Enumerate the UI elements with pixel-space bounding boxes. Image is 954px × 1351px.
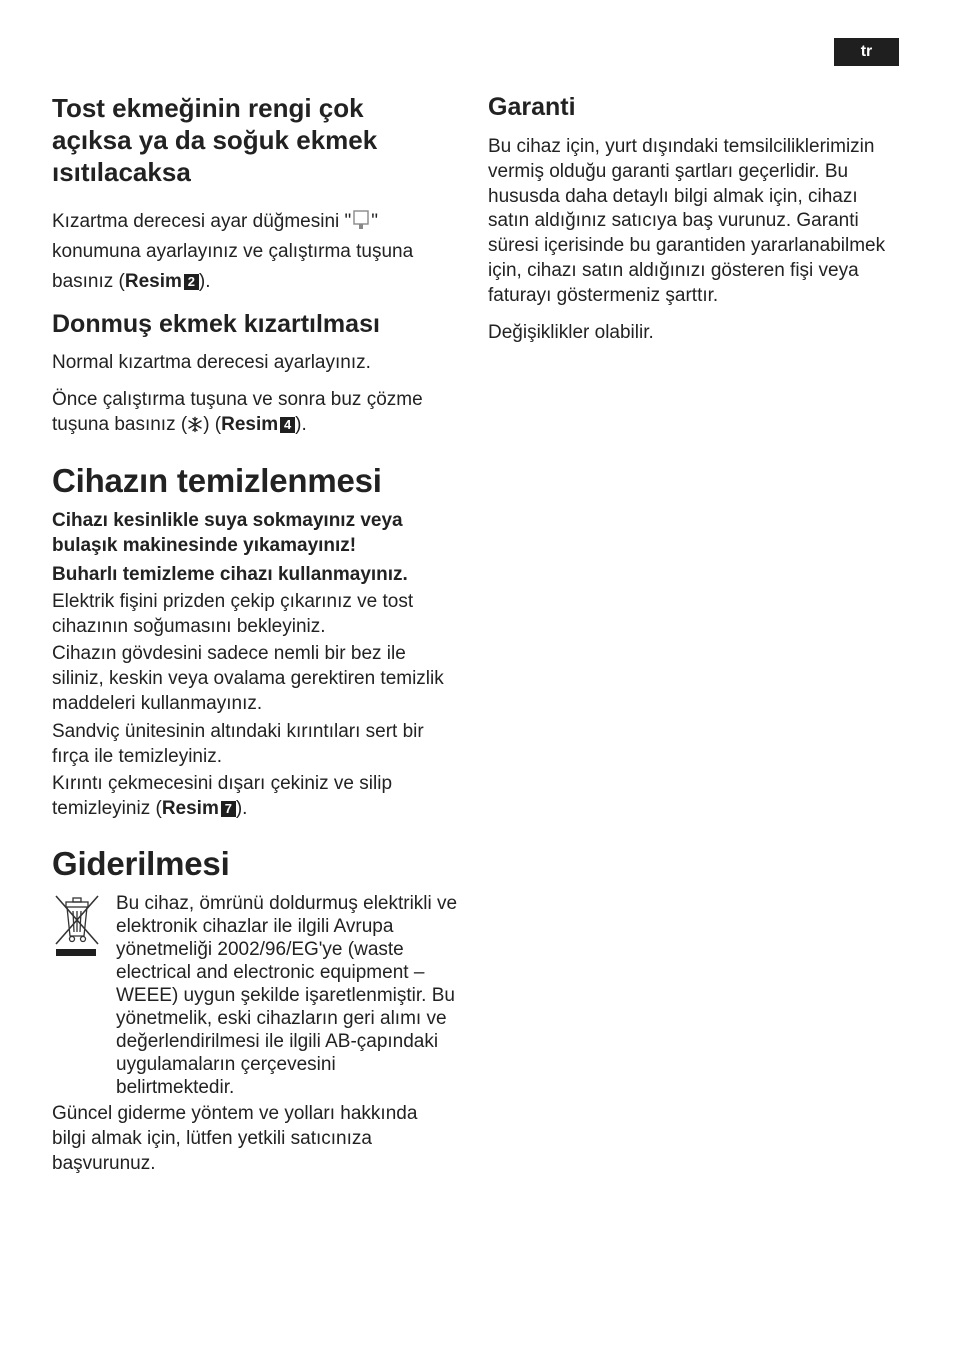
defrost-icon [187, 416, 203, 441]
cleaning-p2: Cihazın gövdesini sadece nemli bir bez ile siliniz, keskin veya ovalama gerektiren temizlik maddeleri kullanmayınız. [52, 643, 444, 714]
figure-ref-badge: 2 [184, 274, 199, 290]
cleaning-p3: Sandviç ünitesinin altındaki kırıntıları sert bir fırça ile temizleyiniz. [52, 720, 424, 767]
toast-color-instructions: Kızartma derecesi ayar düğmesini " " konumuna ayarlayınız ve çalıştırma tuşuna basınız (Resim 2 ). [52, 211, 414, 292]
disposal-heading: Giderilmesi [52, 844, 230, 882]
figure-ref-badge: 7 [221, 801, 236, 817]
frozen-bread-p1: Normal kızartma derecesi ayarlayınız. [52, 352, 371, 373]
toast-color-heading: Tost ekmeğinin rengi çok açıksa ya da soğuk ekmek ısıtılacaksa [52, 93, 378, 187]
frozen-bread-p2: Önce çalıştırma tuşuna ve sonra buz çözme tuşuna basınız ( ) (Resim 4 ). [52, 388, 457, 441]
cleaning-warning-1: Cihazı kesinlikle suya sokmayınız veya bulaşık makinesinde yıkamayınız! [52, 510, 403, 557]
weee-block [52, 892, 462, 1099]
warranty-heading: Garanti [488, 93, 576, 121]
warranty-p2: Değişiklikler olabilir. [488, 321, 654, 343]
weee-text: Bu cihaz, ömrünü doldurmuş elektrikli ve elektronik cihazlar ile ilgili Avrupa yönetmeliği 2002/96/EG'ye (waste electrical and electronic equipment – WEEE) uygun şekilde işaretlenmiştir. Bu yönetmelik, eski cihazların geri alımı ve değerlendirilmesi ile ilgili AB-çapındaki uygulamaların çerçevesini belirtmektedir. [116, 892, 458, 1098]
figure-ref-badge: 4 [280, 417, 295, 433]
cleaning-p4: Kırıntı çekmecesini dışarı çekiniz ve silip temizleyiniz (Resim 7 ). [52, 773, 393, 820]
warranty-p1: Bu cihaz için, yurt dışındaki temsilciliklerimizin vermiş olduğu garanti şartları geçerlidir. Bu hususda daha detaylı bilgi almak için, cihazı satın aldığınız satıcıya baş vurunuz. Garanti süresi içerisinde bu garantiden yararlanabilmek için, cihazı satın aldığınızı gösteren fişi veya faturayı göstermeniz şarttır. [488, 136, 886, 306]
right-column [488, 92, 908, 345]
disposal-p1: Güncel giderme yöntem ve yolları hakkında bilgi almak için, lütfen yetkili satıcınıza başvurunuz. [52, 1102, 418, 1174]
cleaning-warning-2: Buharlı temizleme cihazı kullanmayınız. [52, 563, 408, 585]
cleaning-heading: Cihazın temizlenmesi [52, 462, 382, 500]
light-toast-level-icon [351, 209, 371, 229]
weee-crossed-bin-icon [52, 892, 102, 965]
language-tab: tr [834, 38, 899, 66]
cleaning-p1: Elektrik fişini prizden çekip çıkarınız ve tost cihazının soğumasını bekleyiniz. [52, 590, 414, 637]
left-column [52, 92, 462, 1176]
frozen-bread-heading: Donmuş ekmek kızartılması [52, 310, 380, 338]
